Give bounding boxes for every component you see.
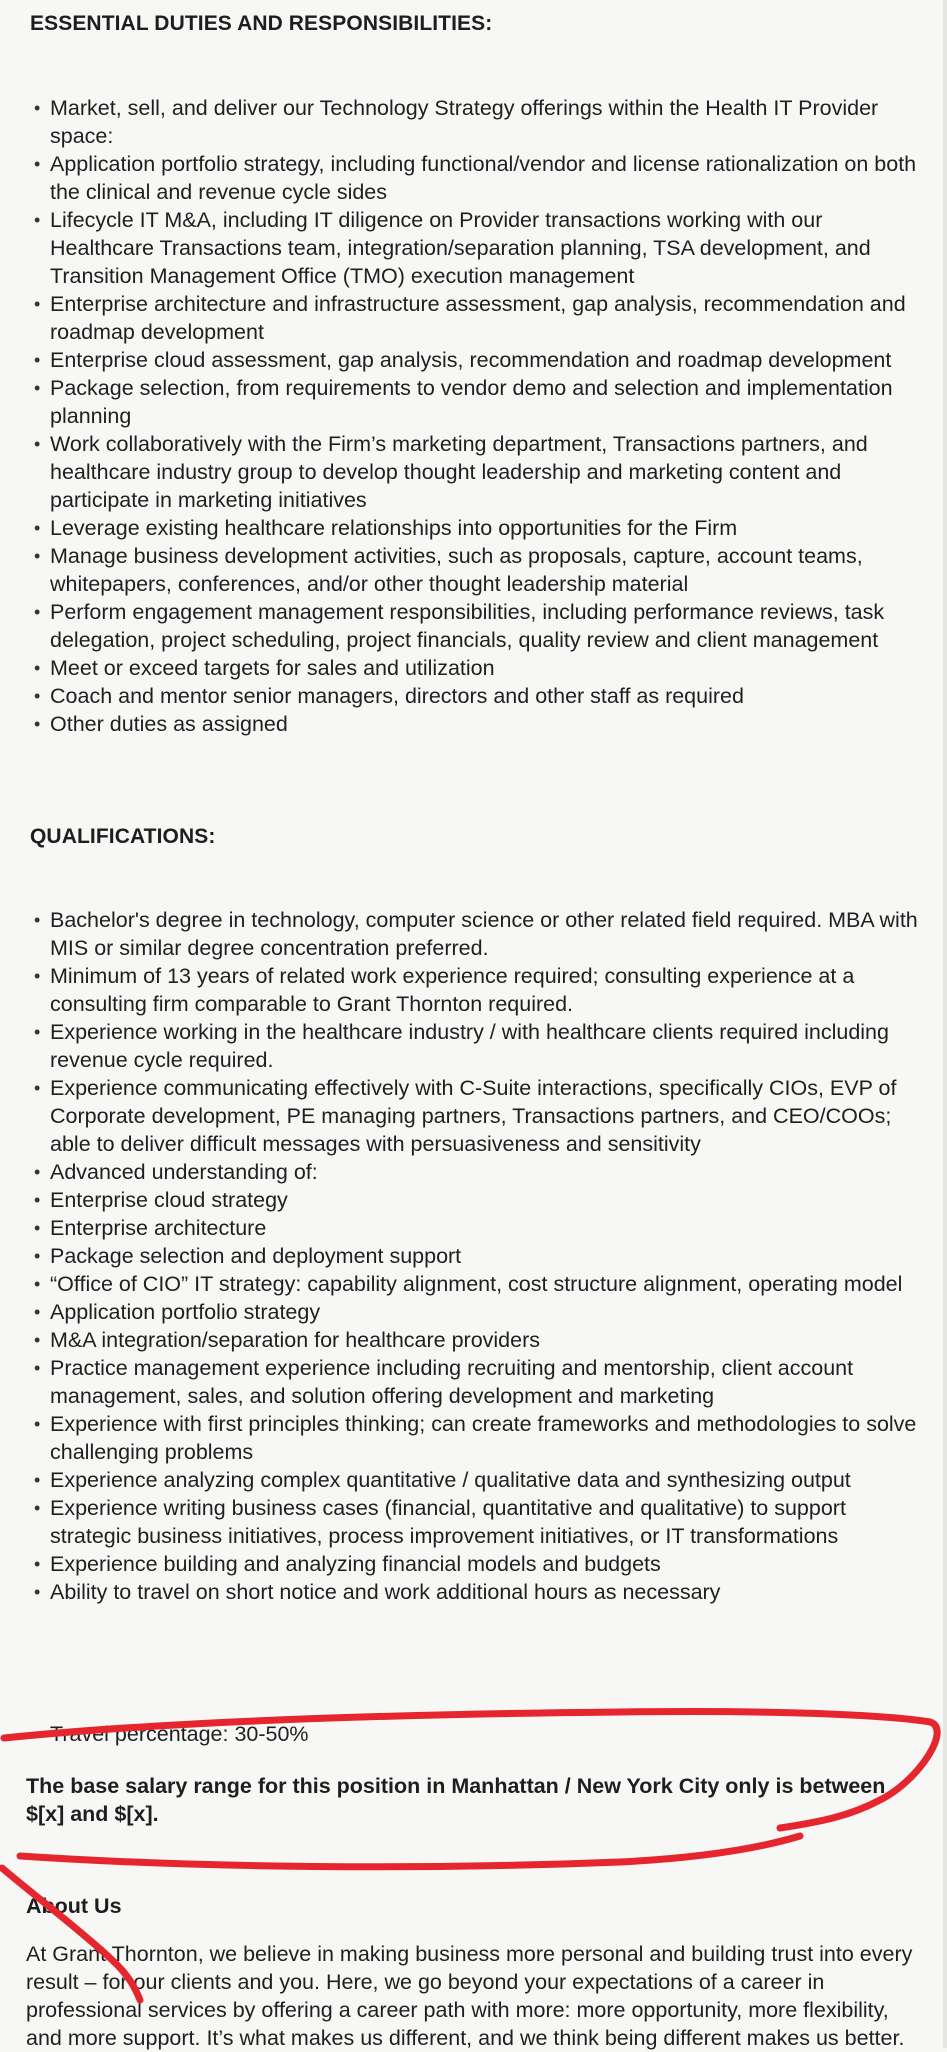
- about-body: At Grant Thornton, we believe in making business more personal and building trust into every result – for our clients and you. Here, we go beyond your expectations of a career in professional services by offering a career path with more: more opportunity, more flexibility, and more support. It’s what makes us different, and we think being different makes us better.: [26, 1942, 913, 2050]
- list-item: • Enterprise cloud assessment, gap analysis, recommendation and roadmap development: [0, 346, 920, 374]
- list-item: • M&A integration/separation for healthcare providers: [0, 1326, 920, 1354]
- list-item: • Package selection and deployment support: [0, 1242, 920, 1270]
- list-item: • Experience working in the healthcare industry / with healthcare clients required including revenue cycle required.: [0, 1018, 920, 1074]
- list-item: • Package selection, from requirements to vendor demo and selection and implementation planning: [0, 374, 920, 430]
- qualifications-heading: QUALIFICATIONS:: [30, 825, 216, 848]
- list-item: • Experience writing business cases (financial, quantitative and qualitative) to support strategic business initiatives, process improvement initiatives, or IT transformations: [0, 1494, 920, 1550]
- list-item: • Lifecycle IT M&A, including IT diligence on Provider transactions working with our Healthcare Transactions team, integration/separation planning, TSA development, and Transition Management Office (TMO) execution management: [0, 206, 920, 290]
- list-item: • Coach and mentor senior managers, directors and other staff as required: [0, 682, 920, 710]
- list-item: • Minimum of 13 years of related work experience required; consulting experience at a consulting firm comparable to Grant Thornton required.: [0, 962, 920, 1018]
- list-item: • Enterprise architecture: [0, 1214, 920, 1242]
- qualifications-list: [0, 906, 920, 1606]
- list-item: • Application portfolio strategy: [0, 1298, 920, 1326]
- salary-range: The base salary range for this position in Manhattan / New York City only is between $[x] and $[x].: [26, 1774, 886, 1826]
- list-item: • “Office of CIO” IT strategy: capability alignment, cost structure alignment, operating model: [0, 1270, 920, 1298]
- list-item: • Bachelor's degree in technology, computer science or other related field required. MBA with MIS or similar degree concentration preferred.: [0, 906, 920, 962]
- list-item: • Manage business development activities, such as proposals, capture, account teams, whitepapers, conferences, and/or other thought leadership material: [0, 542, 920, 598]
- list-item: • Experience analyzing complex quantitative / qualitative data and synthesizing output: [0, 1466, 920, 1494]
- list-item: • Leverage existing healthcare relationships into opportunities for the Firm: [0, 514, 920, 542]
- list-item: • Work collaboratively with the Firm’s marketing department, Transactions partners, and healthcare industry group to develop thought leadership and marketing content and participate in marketing initiatives: [0, 430, 920, 514]
- list-item: • Experience building and analyzing financial models and budgets: [0, 1550, 920, 1578]
- list-item: • Experience communicating effectively with C-Suite interactions, specifically CIOs, EVP of Corporate development, PE managing partners, Transactions partners, and CEO/COOs; able to deliver difficult messages with persuasiveness and sensitivity: [0, 1074, 920, 1158]
- list-item: • Enterprise cloud strategy: [0, 1186, 920, 1214]
- list-item: • Ability to travel on short notice and work additional hours as necessary: [0, 1578, 920, 1606]
- list-item: • Market, sell, and deliver our Technology Strategy offerings within the Health IT Provider space:: [0, 94, 920, 150]
- list-item: • Other duties as assigned: [0, 710, 920, 738]
- duties-heading: ESSENTIAL DUTIES AND RESPONSIBILITIES:: [30, 12, 493, 35]
- list-item: • Experience with first principles thinking; can create frameworks and methodologies to solve challenging problems: [0, 1410, 920, 1466]
- travel-percentage: Travel percentage: 30-50%: [50, 1722, 309, 1746]
- list-item: • Practice management experience including recruiting and mentorship, client account management, sales, and solution offering development and marketing: [0, 1354, 920, 1410]
- list-item: • Enterprise architecture and infrastructure assessment, gap analysis, recommendation and roadmap development: [0, 290, 920, 346]
- list-item: • Application portfolio strategy, including functional/vendor and license rationalization on both the clinical and revenue cycle sides: [0, 150, 920, 206]
- list-item: • Meet or exceed targets for sales and utilization: [0, 654, 920, 682]
- list-item: • Advanced understanding of:: [0, 1158, 920, 1186]
- duties-list: [0, 94, 920, 738]
- page-edge: [943, 0, 947, 2048]
- about-heading: About Us: [26, 1894, 122, 1918]
- list-item: • Perform engagement management responsibilities, including performance reviews, task delegation, project scheduling, project financials, quality review and client management: [0, 598, 920, 654]
- ink-stroke-lower: [20, 1836, 800, 1867]
